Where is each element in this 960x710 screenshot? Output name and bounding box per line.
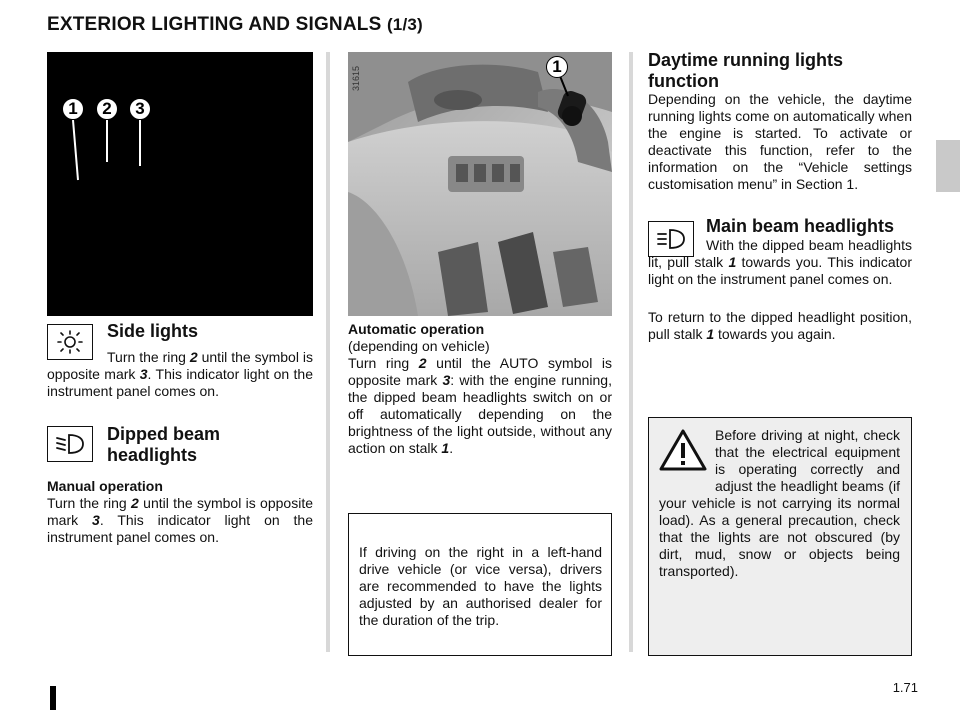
main-beam-text: With the dipped beam headlights lit, pull stalk 1 towards you. This indicator light on the instrument panel comes on. bbox=[648, 237, 913, 287]
column-divider-2 bbox=[629, 52, 633, 652]
page-title bbox=[47, 14, 423, 36]
manual-operation-subhead: Manual operation bbox=[47, 478, 163, 494]
main-beam-return-text: To return to the dipped headlight position, pull stalk 1 towards you again. bbox=[648, 309, 912, 342]
title-suffix: (1/3) bbox=[386, 15, 423, 34]
section-tab bbox=[936, 140, 960, 192]
callout-3: 3 bbox=[129, 98, 151, 120]
daytime-running-text: Depending on the vehicle, the daytime running lights come on automatically when the engine is started. To activate or deactivate this function, refer to the information on the “Vehicle settings customisation menu” in Section 1. bbox=[648, 91, 912, 192]
automatic-operation-subhead: Automatic operation bbox=[348, 321, 485, 337]
dashboard-figure bbox=[348, 52, 612, 316]
callout-2: 2 bbox=[96, 98, 118, 120]
driving-side-note-box bbox=[348, 513, 612, 656]
automatic-operation-text: Turn ring 2 until the AUTO symbol is opposite mark 3: with the engine running, the dipped beam headlights switch on or off automatically depending on the brightness of the light outside, without any action on stalk 1. bbox=[348, 355, 612, 456]
figure-ref-number: 31615 bbox=[351, 66, 361, 92]
night-driving-warning-text: Before driving at night, check that the electrical equipment is operating correctly and adjust the headlight beams (if your vehicle is not carrying its normal load). As a general precaution, check that the lights are not obscured (by dirt, mud, snow or objects being transported). bbox=[659, 427, 900, 579]
callout-stalk-1: 1 bbox=[546, 56, 568, 78]
title-text: EXTERIOR LIGHTING AND SIGNALS bbox=[47, 14, 382, 35]
side-lights-heading: Side lights bbox=[107, 321, 199, 341]
dipped-beam-icon bbox=[53, 431, 87, 457]
dipped-beam-icon-box bbox=[47, 426, 93, 462]
main-beam-heading: Main beam headlights bbox=[706, 216, 895, 236]
lighting-stalk-figure bbox=[47, 52, 313, 316]
daytime-running-heading: Daytime running lights function bbox=[648, 50, 844, 91]
automatic-operation-note: (depending on vehicle) bbox=[348, 338, 490, 354]
column-divider-1 bbox=[326, 52, 330, 652]
side-lights-text: Turn the ring 2 until the symbol is opposite mark 3. This indicator light on the instrument panel comes on. bbox=[47, 349, 314, 399]
dipped-beam-text: Turn the ring 2 until the symbol is opposite mark 3. This indicator light on the instrument panel comes on. bbox=[47, 495, 314, 545]
dipped-beam-heading: Dipped beam headlights bbox=[107, 424, 221, 465]
night-driving-warning-box bbox=[648, 417, 912, 656]
callout-leaders bbox=[47, 52, 313, 316]
center-callout-leader bbox=[348, 52, 612, 316]
page-number: 1.71 bbox=[892, 680, 918, 695]
driving-side-note-text: If driving on the right in a left-hand drive vehicle (or vice versa), drivers are recommended to have the lights adjusted by an authorised dealer for the duration of the trip. bbox=[359, 544, 602, 628]
page-edge-mark bbox=[50, 686, 56, 710]
callout-1: 1 bbox=[62, 98, 84, 120]
